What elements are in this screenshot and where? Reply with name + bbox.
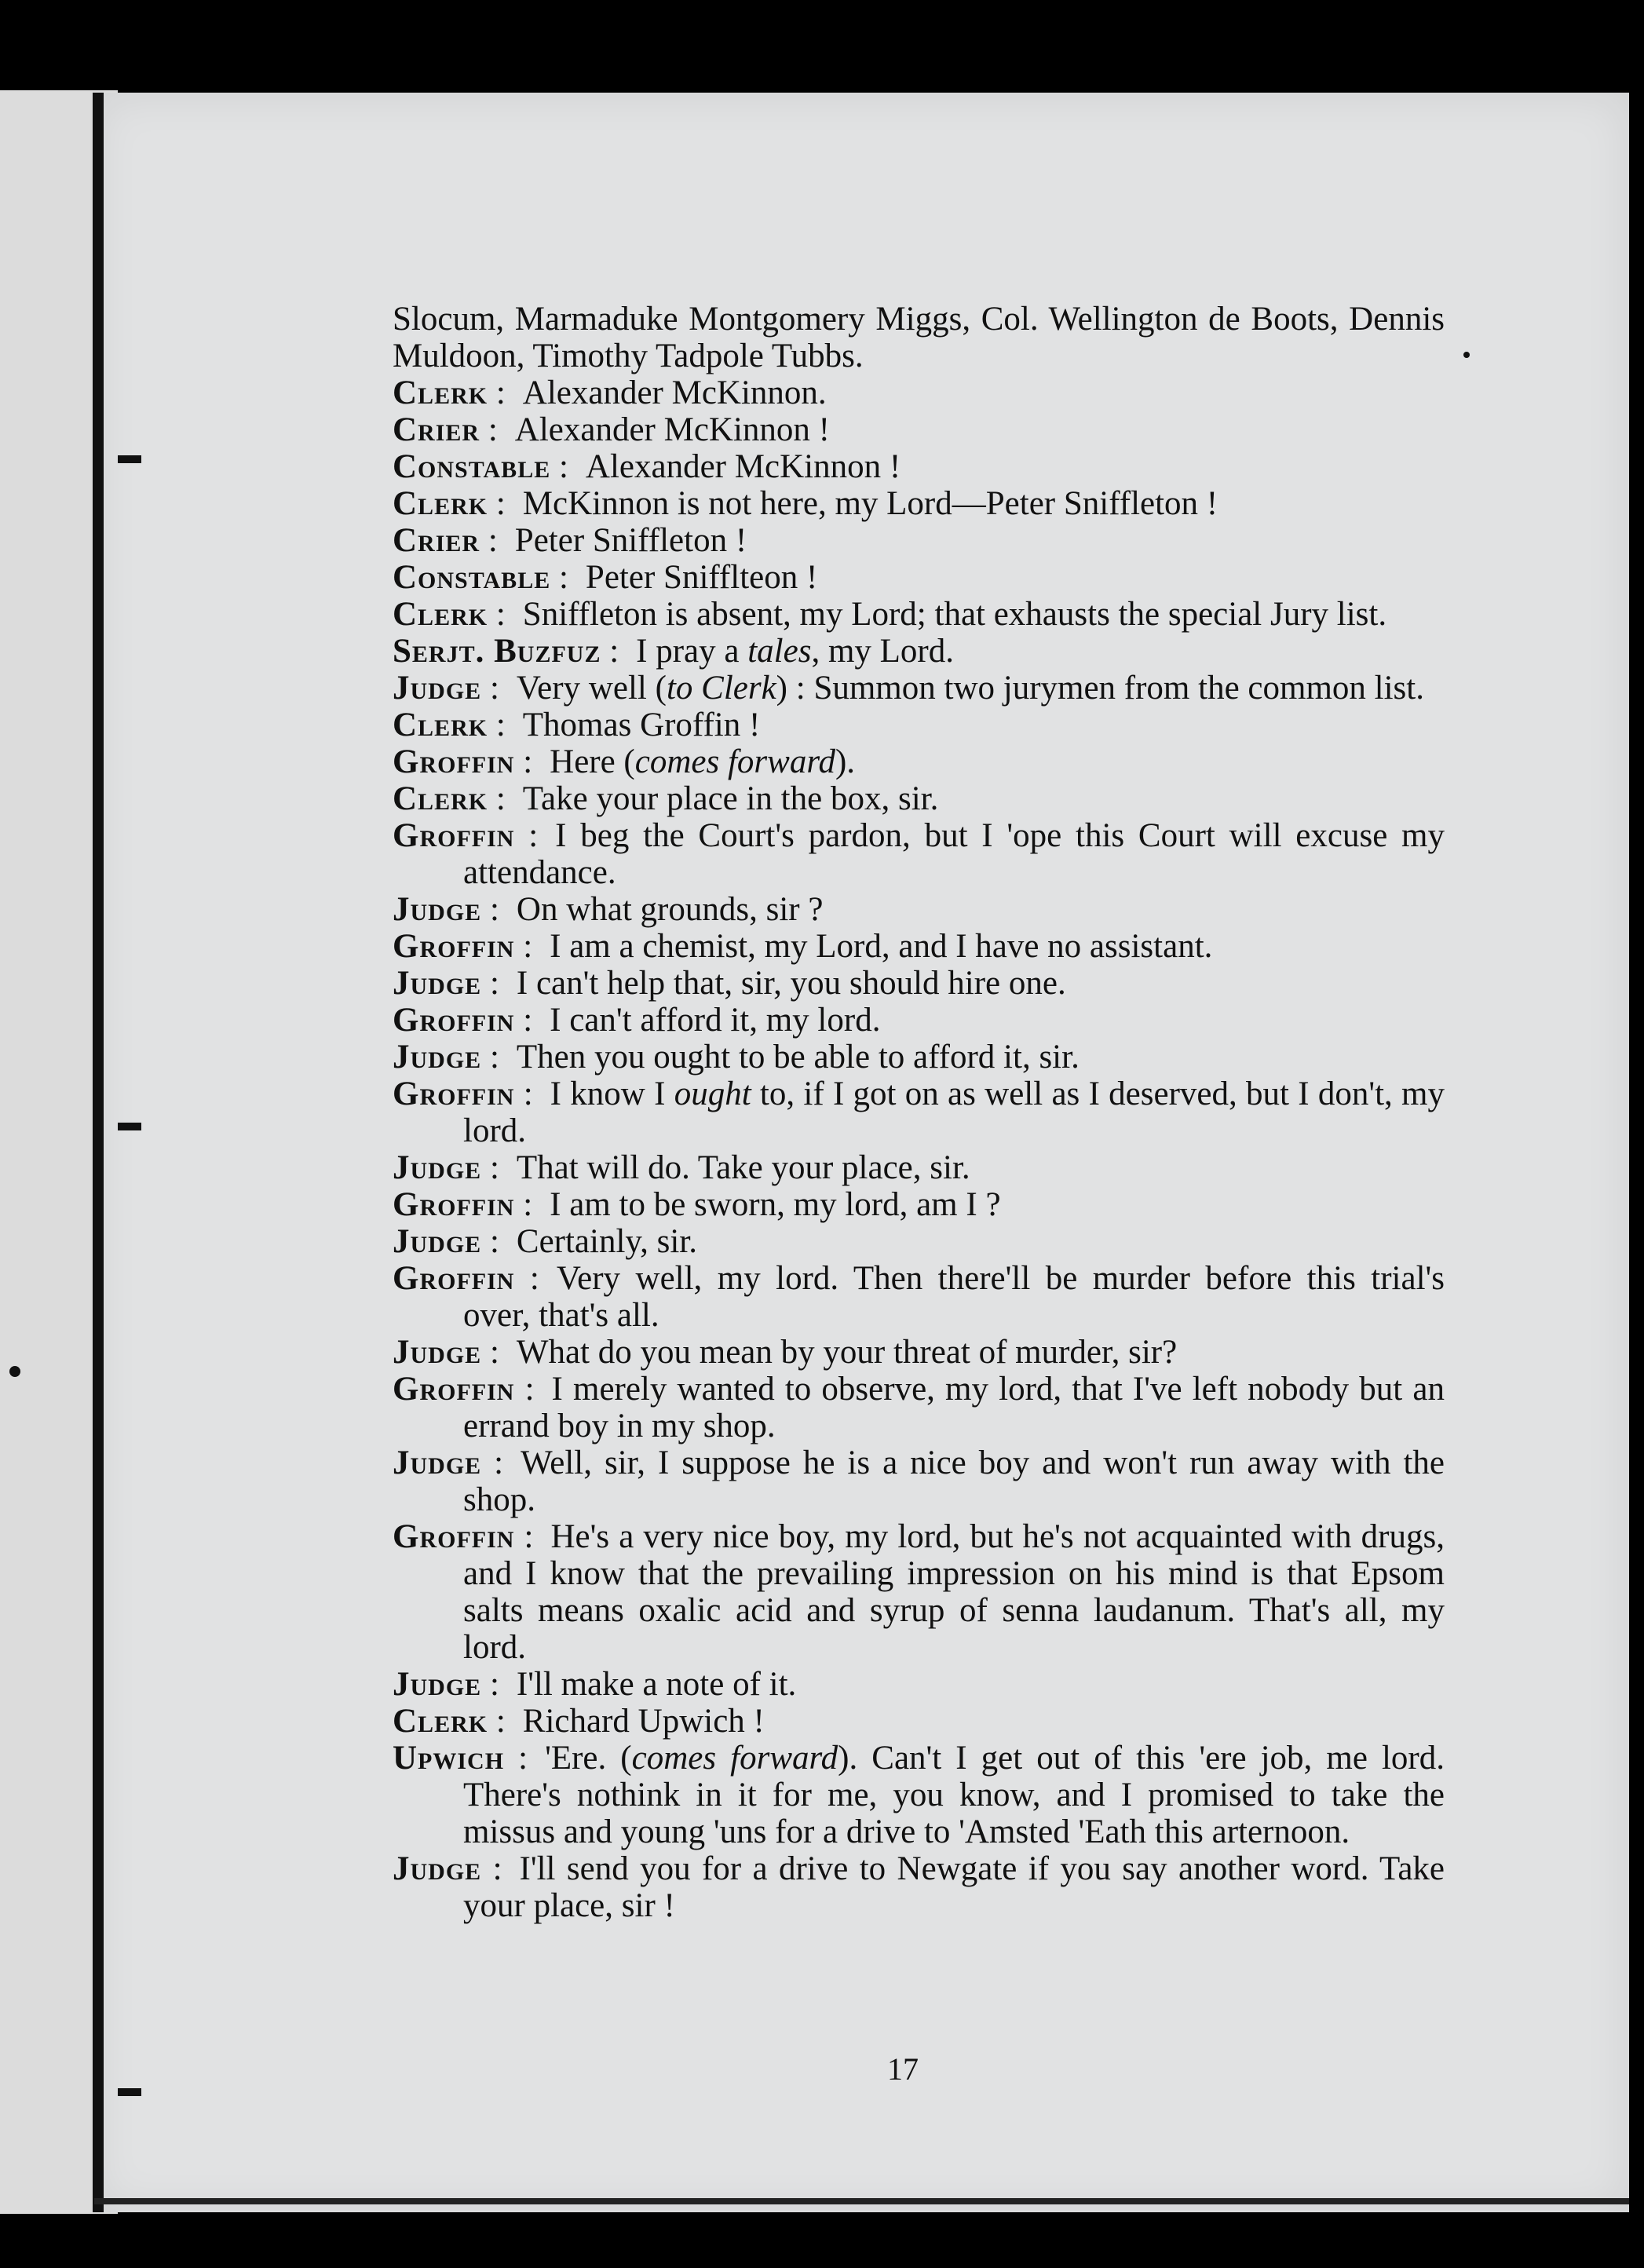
speaker-name: Groffin — [393, 1186, 515, 1223]
speaker-name: Constable — [393, 448, 551, 485]
speaker-name: Clerk — [393, 485, 488, 522]
spoken-text: Thomas Groffin ! — [522, 707, 761, 743]
dialogue-line — [393, 817, 1445, 891]
speaker-name: Groffin — [393, 928, 515, 965]
dialogue-line — [393, 1740, 1445, 1850]
spoken-text: I can't afford it, my lord. — [550, 1002, 881, 1039]
dialogue-line — [393, 780, 1445, 817]
page-number: 17 — [887, 2051, 919, 2087]
speaker-name: Judge — [393, 891, 482, 928]
spoken-text: Take your place in the box, sir. — [522, 780, 939, 817]
dialogue-line — [393, 1850, 1445, 1924]
play-dialogue — [393, 301, 1445, 1924]
speaker-separator: : — [481, 670, 499, 707]
spoken-text: I am a chemist, my Lord, and I have no assistant. — [550, 928, 1213, 965]
spoken-text: Certainly, sir. — [516, 1223, 697, 1260]
spoken-text: ). Can't I get out of this 'ere job, me lord. There's nothink in it for me, you know, and I promised to take the missus and young 'uns for a drive to 'Amsted 'Eath this arternoon. — [463, 1740, 1445, 1850]
speaker-separator: : — [481, 1444, 504, 1481]
spoken-text: Richard Upwich ! — [522, 1703, 765, 1740]
spoken-text: 'Ere. ( — [545, 1740, 632, 1777]
speaker-separator: : — [488, 1703, 506, 1740]
speaker-name: Groffin — [393, 743, 515, 780]
spoken-text: That will do. Take your place, sir. — [516, 1149, 970, 1186]
speaker-separator: : — [514, 1002, 533, 1039]
spoken-text: Well, sir, I suppose he is a nice boy and won't run away with the shop. — [463, 1444, 1445, 1518]
speaker-name: Groffin — [393, 1371, 515, 1408]
stage-direction: comes forward — [631, 1740, 838, 1777]
spoken-text: Very well, my lord. Then there'll be murder before this trial's over, that's all. — [463, 1260, 1445, 1334]
spoken-text: Alexander McKinnon ! — [514, 411, 830, 448]
speaker-separator: : — [504, 1740, 528, 1777]
book-spine — [93, 93, 104, 2212]
spoken-text: Peter Snifflteon ! — [585, 559, 818, 596]
spoken-text: I beg the Court's pardon, but I 'ope this Court will excuse my attendance. — [463, 817, 1445, 891]
dialogue-line — [393, 1666, 1445, 1703]
dialogue-line — [393, 1703, 1445, 1740]
dialogue-line — [393, 596, 1445, 633]
dialogue-line — [393, 1444, 1445, 1518]
speaker-separator: : — [488, 596, 506, 633]
spoken-text: Very well ( — [516, 670, 667, 707]
dialogue-line — [393, 485, 1445, 522]
spine-mark — [118, 2088, 141, 2096]
speaker-name: Crier — [393, 522, 480, 559]
speaker-name: Groffin — [393, 817, 515, 854]
speaker-name: Judge — [393, 1666, 482, 1703]
dialogue-line — [393, 1518, 1445, 1666]
dialogue-line — [393, 1186, 1445, 1223]
speaker-name: Crier — [393, 411, 480, 448]
speaker-name: Judge — [393, 1850, 482, 1887]
spoken-text: I'll make a note of it. — [516, 1666, 797, 1703]
speaker-name: Clerk — [393, 780, 488, 817]
spoken-text: Alexander McKinnon ! — [585, 448, 901, 485]
speaker-name: Clerk — [393, 374, 488, 411]
speaker-name: Judge — [393, 1039, 482, 1076]
spoken-text: Peter Sniffleton ! — [514, 522, 747, 559]
spoken-text: I'll send you for a drive to Newgate if you say another word. Take your place, sir ! — [463, 1850, 1445, 1924]
page-bottom-edge — [94, 2198, 1629, 2204]
spoken-text: On what grounds, sir ? — [516, 891, 824, 928]
speaker-separator: : — [488, 707, 506, 743]
speaker-separator: : — [480, 411, 498, 448]
speaker-separator: : — [481, 891, 499, 928]
speaker-name: Judge — [393, 1149, 482, 1186]
speaker-name: Judge — [393, 1444, 482, 1481]
speaker-separator: : — [514, 1260, 539, 1297]
specks — [1463, 352, 1470, 358]
spine-mark — [118, 455, 141, 463]
cast-list-continuation: Slocum, Marmaduke Montgomery Miggs, Col. Wellington de Boots, Dennis Muldoon, Timothy Tadpole Tubbs. — [393, 301, 1445, 374]
dialogue-line — [393, 1223, 1445, 1260]
speaker-name: Groffin — [393, 1002, 515, 1039]
spoken-text: I can't help that, sir, you should hire one. — [516, 965, 1066, 1002]
speaker-separator: : — [481, 1149, 499, 1186]
spine-mark — [118, 1123, 141, 1130]
dialogue-line — [393, 1149, 1445, 1186]
spoken-text: to, if I got on as well as I deserved, but I don't, my lord. — [463, 1076, 1445, 1149]
spoken-text: What do you mean by your threat of murder, sir? — [516, 1334, 1178, 1371]
speaker-separator: : — [514, 1076, 533, 1112]
speaker-name: Upwich — [393, 1740, 505, 1777]
spoken-text: I pray a — [636, 633, 748, 670]
stage-direction: ought — [674, 1076, 751, 1112]
dialogue-line — [393, 928, 1445, 965]
speaker-separator: : — [514, 1518, 534, 1555]
speaker-name: Groffin — [393, 1518, 515, 1555]
dialogue-line — [393, 707, 1445, 743]
stage-direction: comes forward — [634, 743, 835, 780]
speaker-separator: : — [481, 1334, 499, 1371]
speaker-name: Judge — [393, 1334, 482, 1371]
speaker-name: Clerk — [393, 1703, 488, 1740]
dialogue-line — [393, 670, 1445, 707]
speaker-separator: : — [481, 1039, 499, 1076]
stage-direction: to Clerk — [666, 670, 776, 707]
speaker-separator: : — [514, 1186, 533, 1223]
speaker-name: Clerk — [393, 596, 488, 633]
dialogue-line — [393, 522, 1445, 559]
spoken-text: ). — [835, 743, 856, 780]
speaker-separator: : — [601, 633, 619, 670]
speaker-separator: : — [514, 1371, 535, 1408]
dialogue-line — [393, 1371, 1445, 1444]
speaker-name: Groffin — [393, 1260, 515, 1297]
dialogue-line — [393, 965, 1445, 1002]
spoken-text: ) : Summon two jurymen from the common list. — [776, 670, 1424, 707]
speaker-name: Groffin — [393, 1076, 515, 1112]
dialogue-line — [393, 633, 1445, 670]
spoken-text: Sniffleton is absent, my Lord; that exhausts the special Jury list. — [522, 596, 1387, 633]
dialogue-line — [393, 1260, 1445, 1334]
dialogue-line — [393, 1039, 1445, 1076]
speaker-separator: : — [550, 448, 568, 485]
speaker-separator: : — [514, 743, 533, 780]
speaker-separator: : — [514, 928, 533, 965]
dialogue-line — [393, 1334, 1445, 1371]
dialogue-line — [393, 743, 1445, 780]
speaker-name: Constable — [393, 559, 551, 596]
speaker-separator: : — [481, 965, 499, 1002]
dialogue-line — [393, 374, 1445, 411]
speaker-separator: : — [488, 780, 506, 817]
dialogue-line — [393, 448, 1445, 485]
dialogue-line — [393, 1002, 1445, 1039]
speaker-separator: : — [481, 1850, 502, 1887]
spoken-text: I merely wanted to observe, my lord, that I've left nobody but an errand boy in my shop. — [463, 1371, 1445, 1444]
specks — [9, 1366, 20, 1377]
speaker-separator: : — [480, 522, 498, 559]
speaker-name: Clerk — [393, 707, 488, 743]
spoken-text: Then you ought to be able to afford it, sir. — [516, 1039, 1080, 1076]
speaker-separator: : — [488, 374, 506, 411]
spoken-text: McKinnon is not here, my Lord—Peter Sniffleton ! — [522, 485, 1218, 522]
speaker-separator: : — [550, 559, 568, 596]
speaker-separator: : — [481, 1223, 499, 1260]
speaker-name: Judge — [393, 965, 482, 1002]
dialogue-line — [393, 559, 1445, 596]
speaker-name: Judge — [393, 1223, 482, 1260]
spoken-text: He's a very nice boy, my lord, but he's not acquainted with drugs, and I know that the prevailing impression on his mind is that Epsom salts means oxalic acid and syrup of senna laudanum. That's all, my lord. — [463, 1518, 1445, 1666]
speaker-name: Serjt. Buzfuz — [393, 633, 601, 670]
dialogue-line — [393, 411, 1445, 448]
spoken-text: Here ( — [550, 743, 635, 780]
speaker-separator: : — [481, 1666, 499, 1703]
dialogue-line — [393, 1076, 1445, 1149]
speaker-separator: : — [514, 817, 539, 854]
speaker-name: Judge — [393, 670, 482, 707]
speaker-separator: : — [488, 485, 506, 522]
dialogue-line — [393, 891, 1445, 928]
spoken-text: I know I — [550, 1076, 674, 1112]
spoken-text: , my Lord. — [811, 633, 954, 670]
stage-direction: tales — [747, 633, 812, 670]
spoken-text: I am to be sworn, my lord, am I ? — [550, 1186, 1001, 1223]
spoken-text: Alexander McKinnon. — [522, 374, 827, 411]
